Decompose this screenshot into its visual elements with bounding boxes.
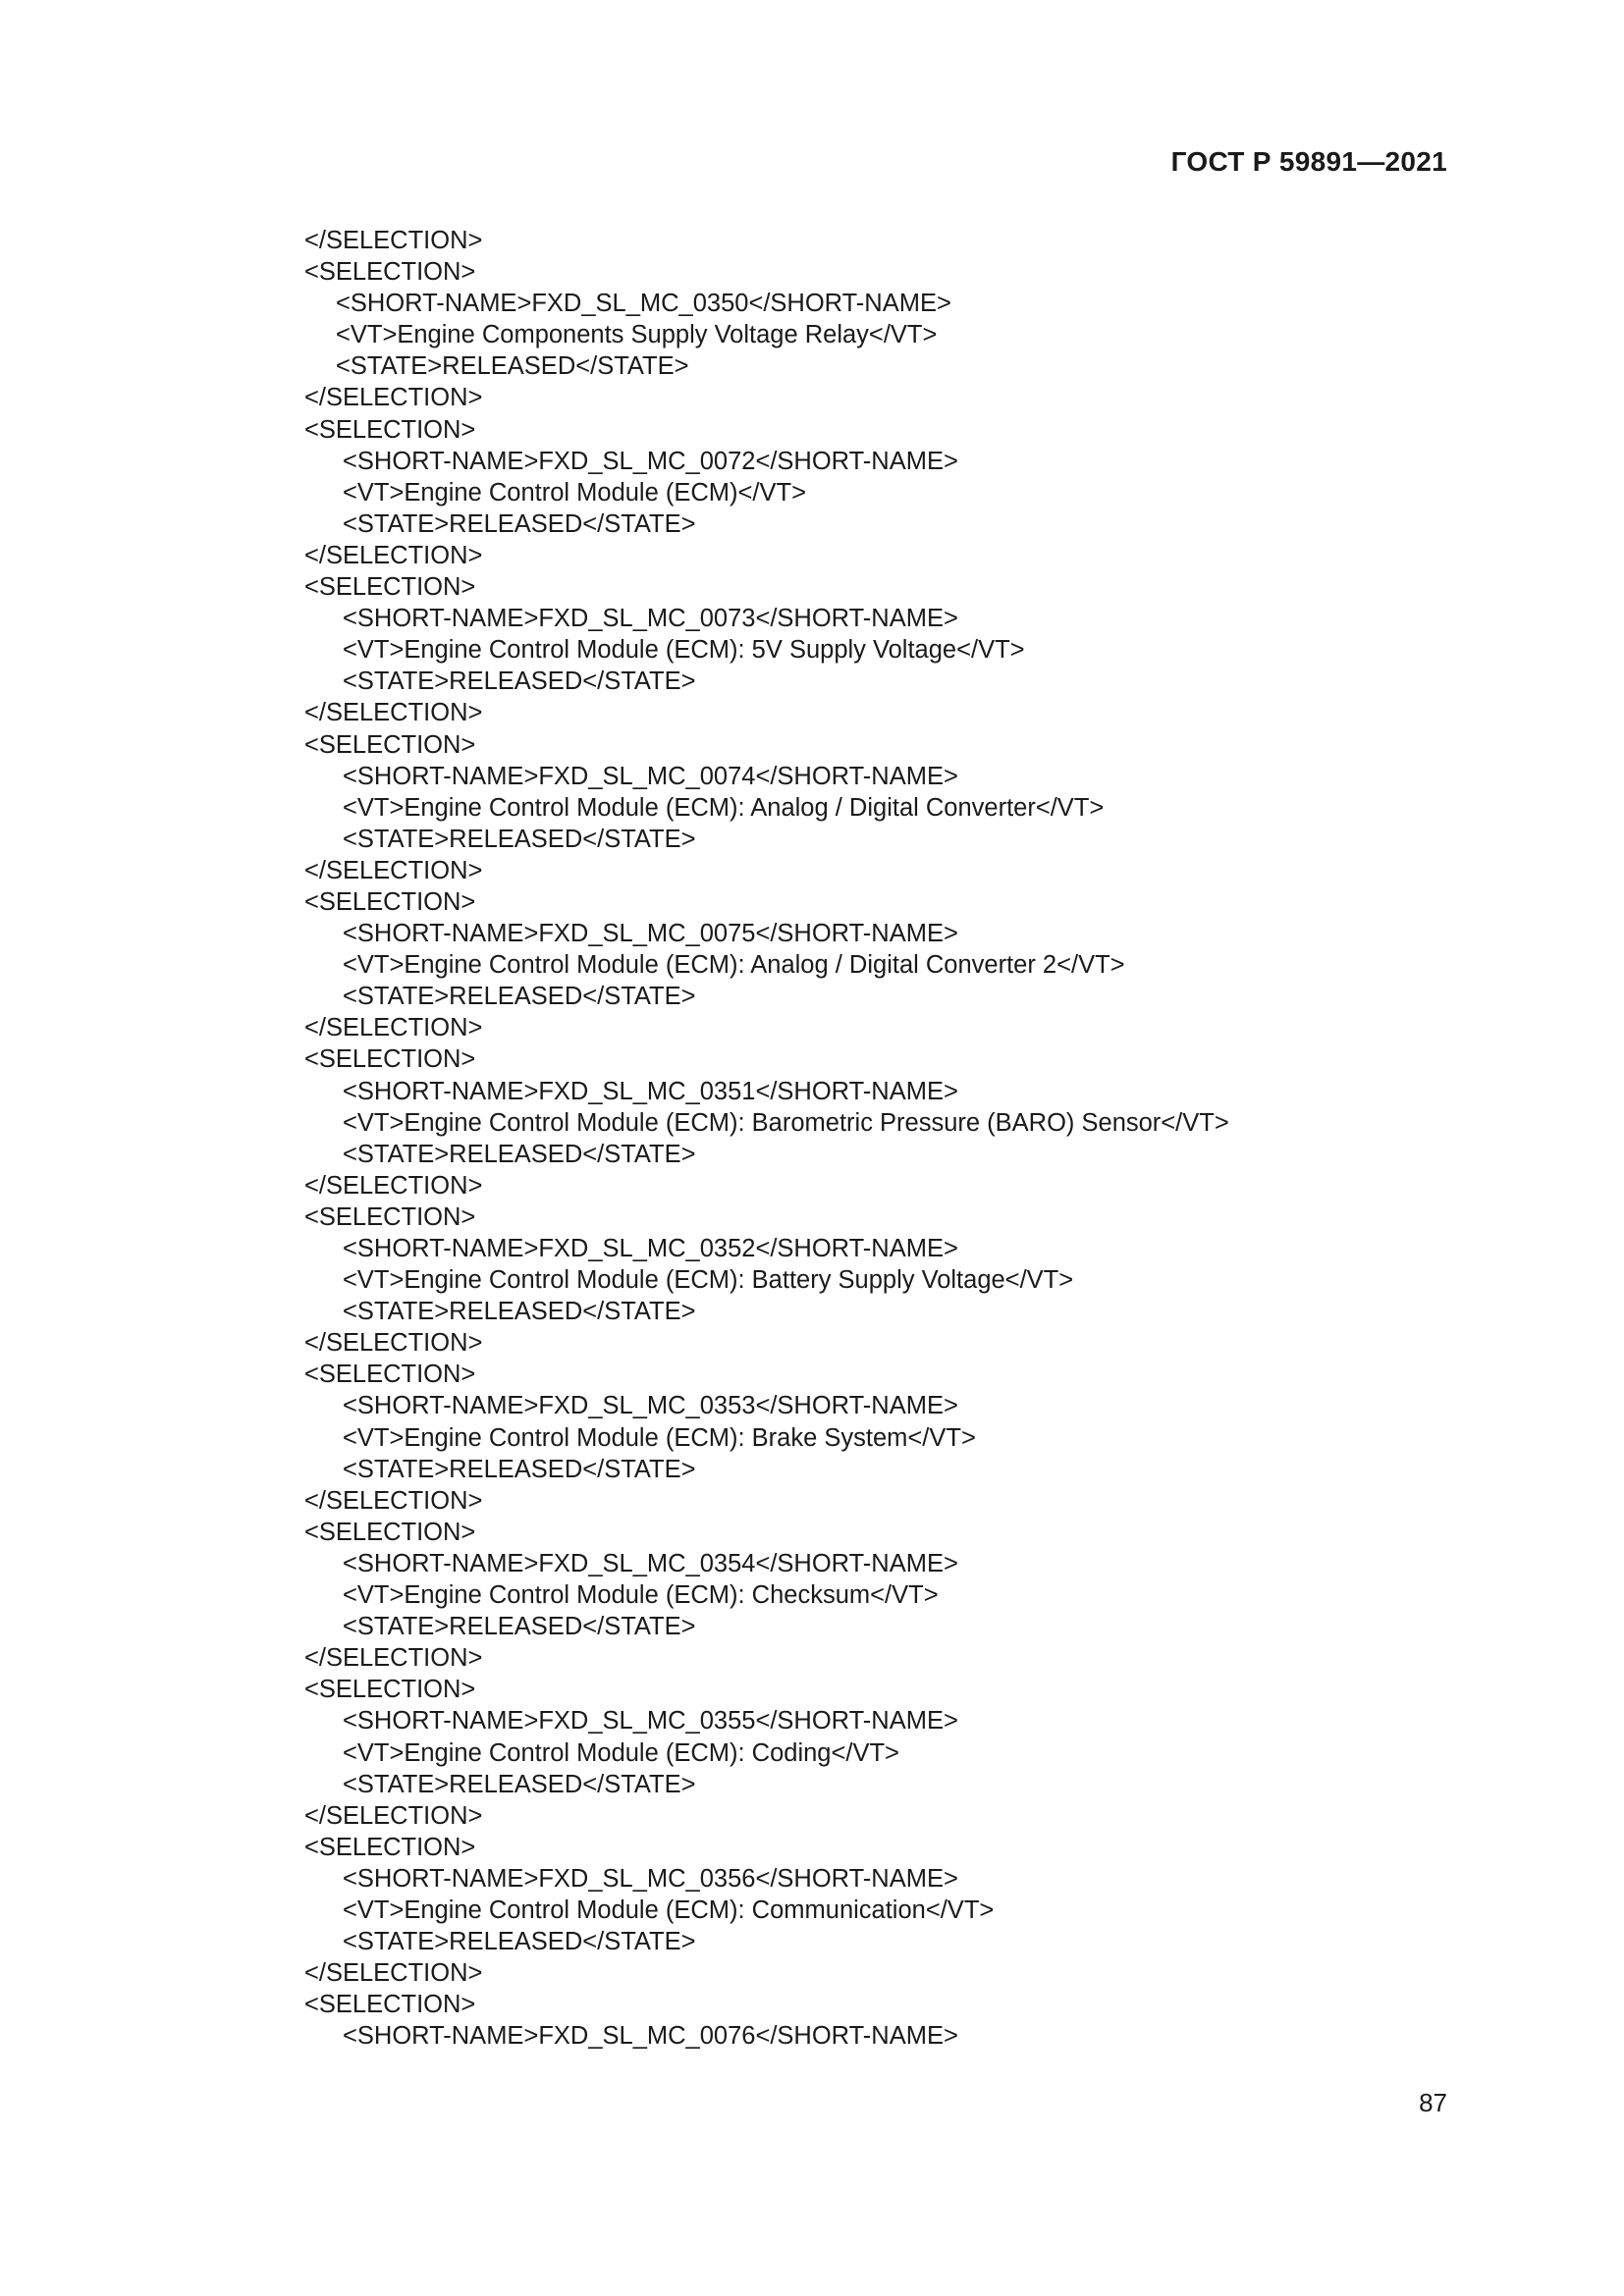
code-line: <VT>Engine Components Supply Voltage Relay</VT> [336, 321, 938, 349]
code-line: <SHORT-NAME>FXD_SL_MC_0350</SHORT-NAME> [336, 290, 951, 318]
code-line: <STATE>RELEASED</STATE> [343, 1140, 696, 1168]
code-line: <VT>Engine Control Module (ECM): Analog / Digital Converter 2</VT> [343, 951, 1125, 980]
code-line: <SHORT-NAME>FXD_SL_MC_0073</SHORT-NAME> [343, 605, 958, 633]
code-line: <SELECTION> [304, 1833, 476, 1861]
code-line: <STATE>RELEASED</STATE> [343, 667, 696, 696]
code-line: <SHORT-NAME>FXD_SL_MC_0355</SHORT-NAME> [343, 1707, 958, 1735]
code-line: </SELECTION> [304, 1329, 483, 1358]
code-line: <SHORT-NAME>FXD_SL_MC_0352</SHORT-NAME> [343, 1235, 958, 1262]
code-line: <STATE>RELEASED</STATE> [343, 1928, 696, 1956]
code-line: <SHORT-NAME>FXD_SL_MC_0075</SHORT-NAME> [343, 920, 958, 948]
document-header-standard-id: ГОСТ Р 59891—2021 [1170, 146, 1447, 177]
code-line: <SELECTION> [304, 1518, 476, 1546]
code-line: <SELECTION> [304, 1991, 476, 2019]
code-line: <SELECTION> [304, 1676, 476, 1704]
code-line: <STATE>RELEASED</STATE> [343, 509, 696, 538]
code-line: <VT>Engine Control Module (ECM): Coding</VT> [343, 1738, 899, 1767]
code-line: <VT>Engine Control Module (ECM): Checksum</VT> [343, 1581, 939, 1610]
code-line: <VT>Engine Control Module (ECM): Brake System</VT> [343, 1423, 976, 1452]
code-line: <VT>Engine Control Module (ECM): Communication</VT> [343, 1896, 995, 1924]
code-line: <SELECTION> [304, 887, 476, 916]
code-line: <SHORT-NAME>FXD_SL_MC_0354</SHORT-NAME> [343, 1549, 958, 1577]
code-line: <STATE>RELEASED</STATE> [336, 352, 689, 381]
code-line: <SHORT-NAME>FXD_SL_MC_0353</SHORT-NAME> [343, 1392, 958, 1420]
code-line: <SHORT-NAME>FXD_SL_MC_0074</SHORT-NAME> [343, 762, 958, 790]
code-line: <SELECTION> [304, 573, 476, 602]
code-line: <STATE>RELEASED</STATE> [343, 1770, 696, 1798]
code-line: <STATE>RELEASED</STATE> [343, 825, 696, 853]
code-line: <SHORT-NAME>FXD_SL_MC_0072</SHORT-NAME> [343, 447, 958, 475]
code-line: </SELECTION> [304, 227, 483, 254]
code-line: <SELECTION> [304, 258, 476, 287]
code-line: </SELECTION> [304, 1801, 483, 1830]
code-line: <VT>Engine Control Module (ECM): 5V Supply Voltage</VT> [343, 636, 1025, 665]
code-line: </SELECTION> [304, 1171, 483, 1200]
code-line: <VT>Engine Control Module (ECM): Battery Supply Voltage</VT> [343, 1266, 1074, 1295]
code-line: <SELECTION> [304, 415, 476, 444]
code-line: <VT>Engine Control Module (ECM)</VT> [343, 478, 806, 507]
code-line: <SHORT-NAME>FXD_SL_MC_0356</SHORT-NAME> [343, 1864, 958, 1893]
code-line: </SELECTION> [304, 1959, 483, 1988]
code-line: </SELECTION> [304, 384, 483, 412]
code-line: <STATE>RELEASED</STATE> [343, 983, 696, 1011]
code-line: <SHORT-NAME>FXD_SL_MC_0076</SHORT-NAME> [343, 2022, 958, 2051]
code-line: </SELECTION> [304, 856, 483, 884]
code-line: <SELECTION> [304, 730, 476, 759]
code-line: <SHORT-NAME>FXD_SL_MC_0351</SHORT-NAME> [343, 1077, 958, 1105]
code-line: </SELECTION> [304, 1014, 483, 1042]
code-line: <VT>Engine Control Module (ECM): Barometric Pressure (BARO) Sensor</VT> [343, 1108, 1229, 1137]
code-line: </SELECTION> [304, 541, 483, 569]
code-line: <STATE>RELEASED</STATE> [343, 1298, 696, 1326]
page-number: 87 [1419, 2088, 1447, 2117]
code-line: <STATE>RELEASED</STATE> [343, 1613, 696, 1641]
code-line: <VT>Engine Control Module (ECM): Analog / Digital Converter</VT> [343, 793, 1105, 822]
xml-code-listing [304, 225, 1229, 2052]
code-line: <SELECTION> [304, 1045, 476, 1074]
code-line: <STATE>RELEASED</STATE> [343, 1455, 696, 1483]
code-line: </SELECTION> [304, 1644, 483, 1673]
code-line: <SELECTION> [304, 1202, 476, 1231]
code-line: <SELECTION> [304, 1361, 476, 1389]
code-line: </SELECTION> [304, 1486, 483, 1515]
code-line: </SELECTION> [304, 699, 483, 727]
